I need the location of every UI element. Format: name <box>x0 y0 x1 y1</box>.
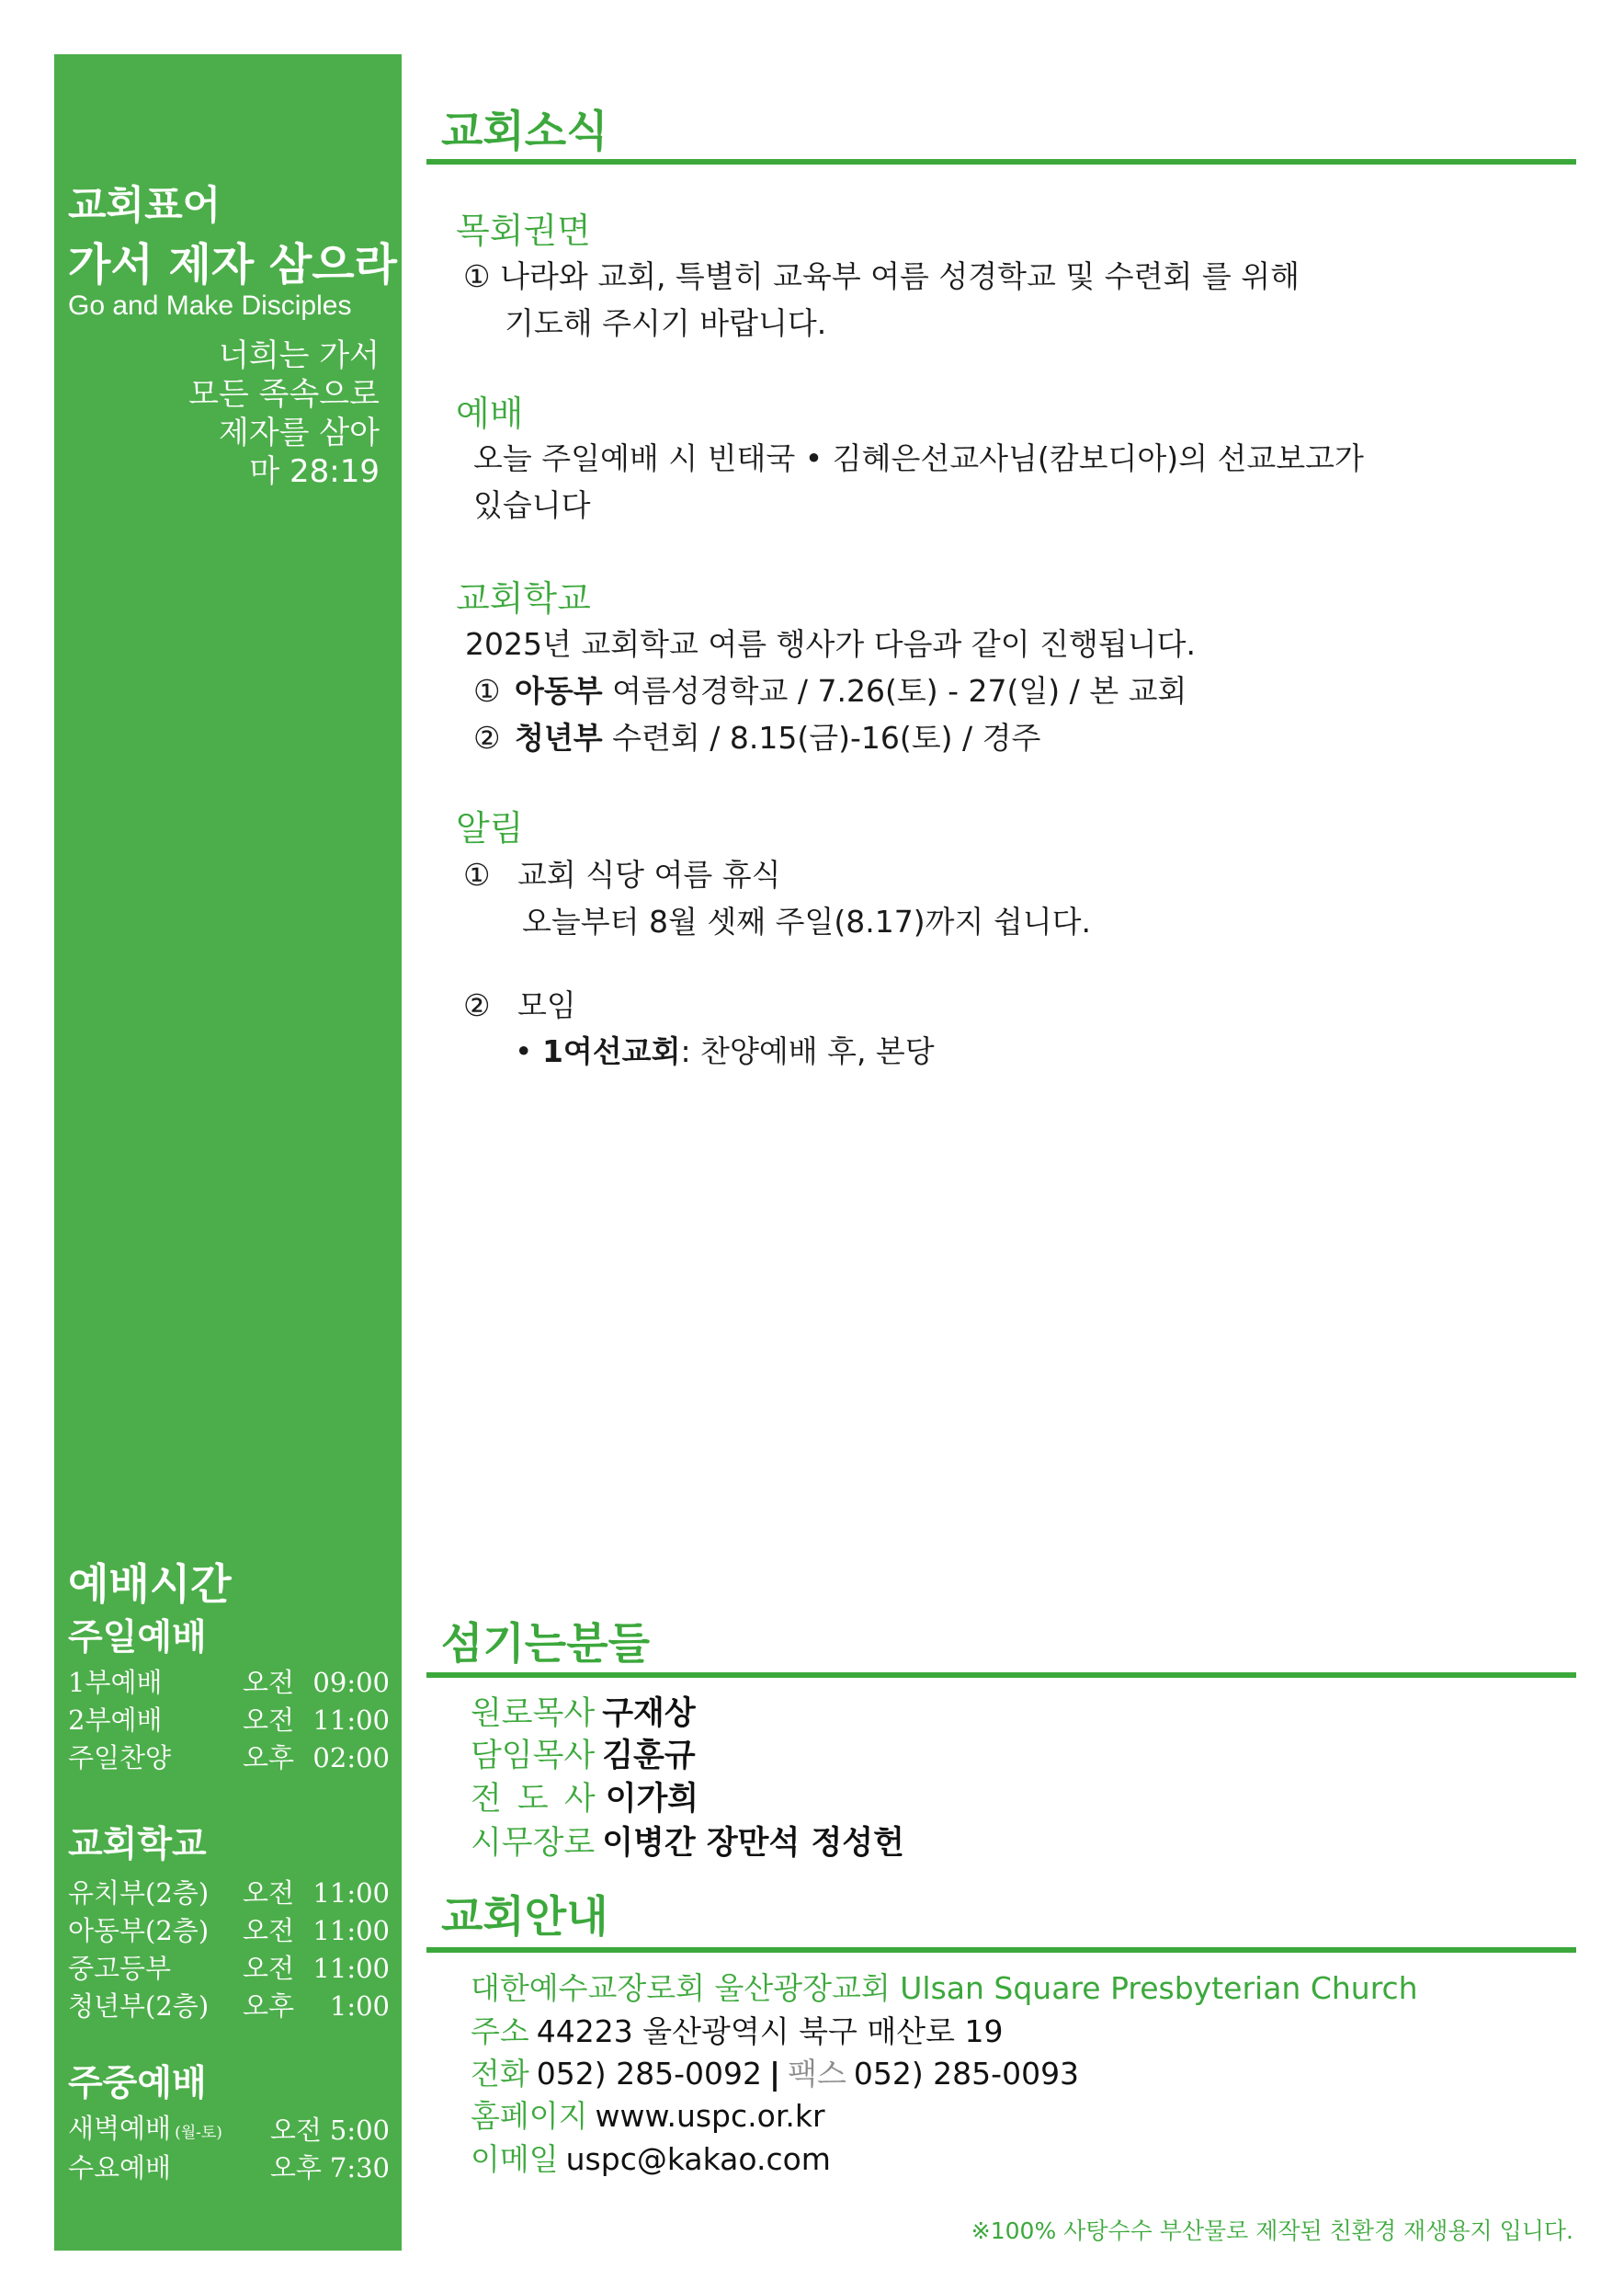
weekday-schedule <box>68 2112 390 2187</box>
schedule-row <box>68 1739 390 1777</box>
service-time: 오전 5:00 <box>269 2115 390 2146</box>
verse-reference: 마 28:19 <box>249 453 380 490</box>
church-school-schedule <box>68 1875 390 2025</box>
item-marker: ① <box>473 673 501 709</box>
service-label: 유치부(2층) <box>68 1877 210 1909</box>
school-news-title: 교회학교 <box>456 578 591 619</box>
staff-row <box>471 1824 904 1863</box>
service-time: 오전 11:00 <box>243 1915 390 1946</box>
staff-role: 담임목사 <box>471 1738 596 1774</box>
item-marker: ② <box>463 987 491 1023</box>
staff-row <box>471 1780 698 1818</box>
sidebar <box>54 54 402 2251</box>
staff-role: 전 도 사 <box>471 1781 598 1818</box>
verse-line: 모든 족속으로 <box>188 376 380 413</box>
worship-line: 오늘 주일예배 시 빈태국 • 김혜은선교사님(캄보디아)의 선교보고가 <box>473 440 1364 476</box>
item-detail: 수련회 / 8.15(금)-16(토) / 경주 <box>612 720 1041 756</box>
worship-line: 있습니다 <box>473 487 591 523</box>
schedule-title: 예배시간 <box>68 1559 232 1609</box>
service-label: 주일찬양 <box>68 1742 172 1773</box>
staff-names: 구재상 <box>602 1695 696 1732</box>
staff-names: 이병간 장만석 정성헌 <box>602 1825 904 1862</box>
info-heading: 교회안내 <box>441 1892 608 1943</box>
service-label: 1부예배 <box>68 1667 163 1698</box>
schedule-row <box>68 1702 390 1739</box>
church-name: 대한예수교장로회 울산광장교회 Ulsan Square Presbyterian Church <box>471 1970 1418 2006</box>
notice-item <box>463 857 781 894</box>
pastoral-line: ① 나라와 교회, 특별히 교육부 여름 성경학교 및 수련회 를 위해 <box>463 258 1300 294</box>
service-time: 오후 02:00 <box>243 1742 390 1773</box>
phone-value: 052) 285-0092 <box>536 2056 762 2092</box>
notice-title: 모임 <box>517 987 576 1023</box>
notices-title: 알림 <box>456 808 524 849</box>
bible-verse <box>68 336 380 491</box>
schedule-row <box>68 1912 390 1950</box>
bullet: • <box>515 1033 533 1069</box>
worship-title: 예배 <box>456 393 524 434</box>
item-marker: ② <box>473 720 501 756</box>
news-divider <box>426 159 1576 165</box>
item-marker: ① <box>463 857 491 893</box>
notice-item <box>463 987 576 1024</box>
separator: | <box>769 2056 781 2092</box>
homepage-label: 홈페이지 <box>471 2098 588 2134</box>
phone-line <box>471 2056 1079 2092</box>
notice-title: 교회 식당 여름 휴식 <box>517 857 781 893</box>
service-time: 오전 11:00 <box>243 1704 390 1736</box>
motto-label: 교회표어 <box>68 183 221 229</box>
recycled-paper-note: ※100% 사탕수수 부산물로 제작된 친환경 재생용지 입니다. <box>971 2217 1573 2244</box>
service-label: 중고등부 <box>68 1953 172 1984</box>
staff-role: 원로목사 <box>471 1695 596 1732</box>
fax-value: 052) 285-0093 <box>853 2056 1080 2092</box>
staff-names: 김훈규 <box>602 1738 696 1774</box>
department-name: 아동부 <box>515 673 603 709</box>
service-label: 수요예배 <box>68 2152 172 2183</box>
notice-detail: 오늘부터 8월 셋째 주일(8.17)까지 쉽니다. <box>522 904 1091 940</box>
service-label: 2부예배 <box>68 1704 163 1736</box>
item-detail: 여름성경학교 / 7.26(토) - 27(일) / 본 교회 <box>612 673 1187 709</box>
staff-names: 이가희 <box>605 1781 699 1818</box>
school-news-item <box>473 673 1187 710</box>
homepage-link[interactable]: www.uspc.or.kr <box>595 2098 825 2134</box>
schedule-row <box>68 1950 390 1988</box>
school-news-intro: 2025년 교회학교 여름 행사가 다음과 같이 진행됩니다. <box>465 626 1196 662</box>
service-time: 오후 7:30 <box>269 2152 390 2183</box>
department-name: 청년부 <box>515 720 603 756</box>
service-time: 오후 1:00 <box>243 1990 390 2022</box>
address-label: 주소 <box>471 2013 529 2049</box>
news-heading: 교회소식 <box>441 107 608 157</box>
email-label: 이메일 <box>471 2141 559 2177</box>
email-line <box>471 2141 831 2178</box>
service-label: 아동부(2층) <box>68 1915 210 1946</box>
sunday-schedule <box>68 1664 390 1777</box>
service-time: 오전 11:00 <box>243 1877 390 1909</box>
schedule-row <box>68 1664 390 1702</box>
email-link[interactable]: uspc@kakao.com <box>565 2141 831 2177</box>
pastoral-line: 기도해 주시기 바랍니다. <box>505 305 827 341</box>
notice-detail: • 1여선교회: 찬양예배 후, 본당 <box>515 1033 935 1069</box>
motto-title: 가서 제자 삼으라 <box>68 239 397 291</box>
school-news-item <box>473 720 1040 757</box>
service-days-note: (월-토) <box>175 2123 222 2142</box>
church-school-title: 교회학교 <box>68 1824 207 1865</box>
staff-heading: 섬기는분들 <box>441 1619 651 1670</box>
fax-label: 팩스 <box>788 2056 846 2092</box>
schedule-row <box>68 1875 390 1912</box>
phone-label: 전화 <box>471 2056 529 2092</box>
service-label: 청년부(2층) <box>68 1990 210 2022</box>
address-value: 44223 울산광역시 북구 매산로 19 <box>536 2013 1004 2049</box>
service-label: 새벽예배 (월-토) <box>68 2112 222 2144</box>
schedule-row <box>68 2112 390 2149</box>
weekday-worship-title: 주중예배 <box>68 2063 207 2104</box>
group-name: 1여선교회 <box>541 1033 681 1069</box>
service-time: 오전 11:00 <box>243 1953 390 1984</box>
info-divider <box>426 1947 1576 1953</box>
address-line <box>471 2013 1003 2050</box>
sunday-worship-title: 주일예배 <box>68 1617 207 1659</box>
staff-row <box>471 1737 696 1775</box>
schedule-row <box>68 1988 390 2025</box>
staff-divider <box>426 1672 1576 1678</box>
pastoral-title: 목회권면 <box>456 211 591 251</box>
staff-row <box>471 1694 696 1733</box>
service-time: 오전 09:00 <box>243 1667 390 1698</box>
schedule-row <box>68 2149 390 2187</box>
verse-line: 제자를 삼아 <box>218 415 380 451</box>
motto-english: Go and Make Disciples <box>68 291 352 321</box>
verse-line: 너희는 가서 <box>218 337 380 374</box>
staff-role: 시무장로 <box>471 1825 596 1862</box>
homepage-line <box>471 2098 825 2135</box>
